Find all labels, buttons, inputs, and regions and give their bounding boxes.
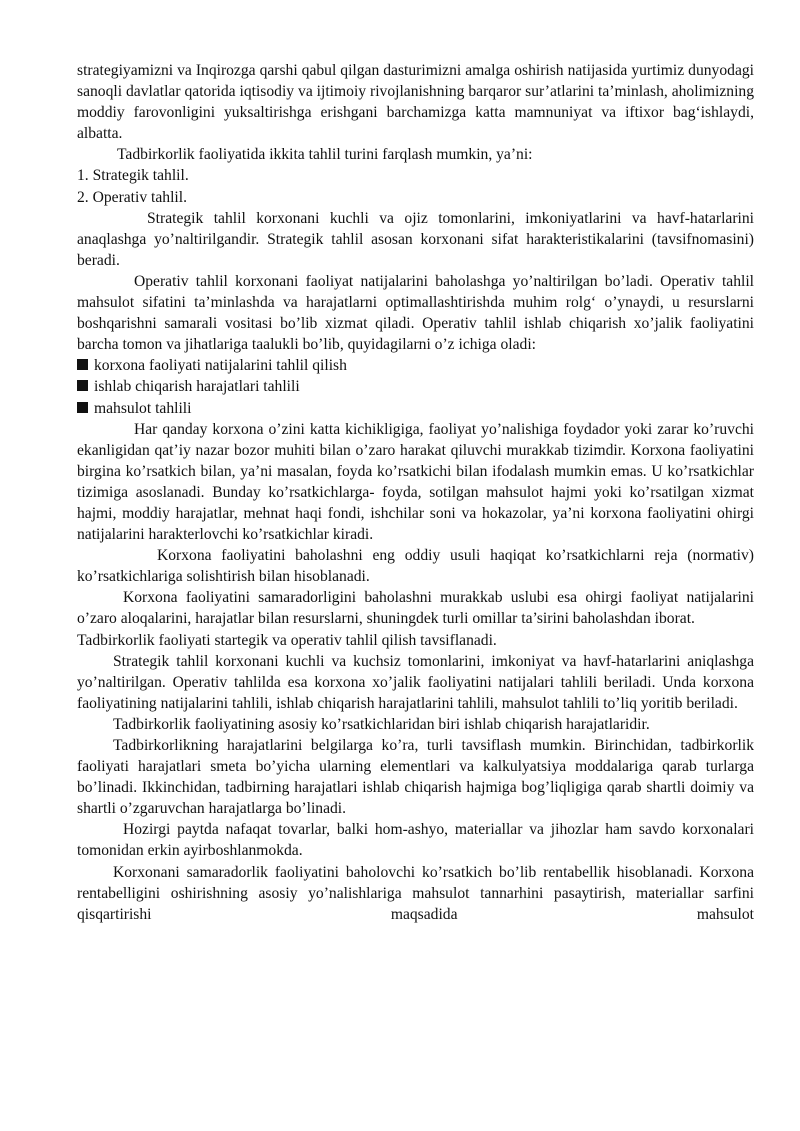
paragraph: Korxona faoliyatini samaradorligini baholashni murakkab uslubi esa ohirgi faoliyat natijalarini o’zaro aloqalarini, harajatlar bilan resurslarni, shuningdek turli omillar ta’sirini baholashdan iborat. — [77, 589, 754, 628]
paragraph: Tadbirkorlik faoliyatida ikkita tahlil turini farqlash mumkin, ya’ni: — [117, 146, 533, 164]
square-bullet-icon — [77, 380, 88, 391]
paragraph: Hozirgi paytda nafaqat tovarlar, balki hom-ashyo, materiallar va jihozlar ham savdo korxonalari tomonidan erkin ayirboshlanmokda. — [77, 821, 754, 860]
paragraph: Korxonani samaradorlik faoliyatini baholovchi ko’rsatkich bo’lib rentabellik hisoblanadi. Korxona rentabelligini oshirishning asosiy yo’nalishlariga mahsulot tannarhini pasaytirish, materiallar sarfini qisqartirishi maqsadida mahsulot — [77, 863, 754, 923]
paragraph: Tadbirkorlik faoliyati startegik va operativ tahlil qilish tavsiflanadi. — [77, 631, 497, 649]
paragraph: Strategik tahlil korxonani kuchli va ojiz tomonlarini, imkoniyatlarini va havf-hatarlarini anaqlashga yo’naltirilgandir. Strategik tahlil asosan korxonani sifat harakteristikalarini (tavsifnomasini) beradi. — [77, 209, 754, 269]
bullet-text: ishlab chiqarish harajatlari tahlili — [94, 378, 300, 396]
paragraph: Tadbirkorlikning harajatlarini belgilarga ko’ra, turli tavsiflash mumkin. Birinchidan, tadbirkorlik faoliyati harajatlari smeta bo’yicha ularning elementlari va kalkulyatsiya moddalariga qarab turlarga bo’linadi. Ikkinchidan, tadbirning harajatlari ishlab chiqarish hajmiga bog’liqligiga qarab shartli doimiy va shartli o’zgaruvchan harajatlarga bo’linadi. — [77, 737, 754, 818]
list-item: 1. Strategik tahlil. — [77, 167, 189, 185]
list-item: 2. Operativ tahlil. — [77, 188, 187, 206]
paragraph: Strategik tahlil korxonani kuchli va kuchsiz tomonlarini, imkoniyat va havf-hatarlarini aniqlashga yo’naltirilgan. Operativ tahlilda esa korxona xo’jalik faoliyatini natijalari tahlili beriladi. Unda korxona faoliyatining natijalarini tahlili, ishlab chiqarish harajatlarini tahlili, mahsulot tahlili to’liq yoritib beriladi. — [77, 652, 754, 712]
square-bullet-icon — [77, 402, 88, 413]
paragraph: Korxona faoliyatini baholashni eng oddiy usuli haqiqat ko’rsatkichlarni reja (normativ) ko’rsatkichlariga solishtirish bilan hisoblanadi. — [77, 547, 754, 586]
paragraph: Operativ tahlil korxonani faoliyat natijalarini baholashga yo’naltirilgan bo’ladi. Operativ tahlil mahsulot sifatini ta’minlashda va harajatlarni optimallashtirishda muhim rolg‘ o’ynaydi, u resurslarni boshqarishni samarali vositasi bo’lib xizmat qiladi. Operativ tahlil ishlab chiqarish xo’jalik faoliyatini barcha tomon va jihatlariga taalukli bo’lib, quyidagilarni o’z ichiga oladi: — [77, 272, 754, 354]
bullet-text: korxona faoliyati natijalarini tahlil qilish — [94, 357, 347, 375]
bullet-item — [77, 398, 754, 419]
paragraph: Har qanday korxona o’zini katta kichikligiga, faoliyat yo’nalishiga foydador yoki zarar ko’ruvchi ekanligidan qat’iy nazar bozor muhiti bilan o’zaro harakat qiluvchi murakkab tizimdir. Korxona faoliyatini birgina ko’rsatkich bilan, ya’ni masalan, foyda ko’rsatkichi bilan ifodalash mumkin emas. U ko’rsatkichlar tizimiga asoslanadi. Bunday ko’rsatkichlarga- foyda, sotilgan mahsulot hajmi yoki ko’rsatilgan xizmat hajmi, moddiy harajatlar, mehnat haqi fondi, ishchilar soni va hokazolar, ya’ni korxona faoliyatini ohirgi natijalarini harakterlovchi ko’rsatkichlar kiradi. — [77, 420, 754, 544]
document-page — [77, 60, 754, 925]
paragraph: strategiyamizni va Inqirozga qarshi qabul qilgan dasturimizni amalga oshirish natijasida yurtimiz dunyodagi sanoqli davlatlar qatorida iqtisodiy va ijtimoiy rivojlanishning barqaror sur’atlarini ta’minlash, aholimizning moddiy farovonligini yuksaltirishga erishgani barchamizga katta mamnuniyat va iftixor bag‘ishlaydi, albatta. — [77, 62, 754, 143]
square-bullet-icon — [77, 359, 88, 370]
bullet-item — [77, 376, 754, 397]
paragraph: Tadbirkorlik faoliyatining asosiy ko’rsatkichlaridan biri ishlab chiqarish harajatlaridir. — [113, 715, 650, 733]
bullet-text: mahsulot tahlili — [94, 399, 192, 417]
bullet-item — [77, 355, 754, 376]
